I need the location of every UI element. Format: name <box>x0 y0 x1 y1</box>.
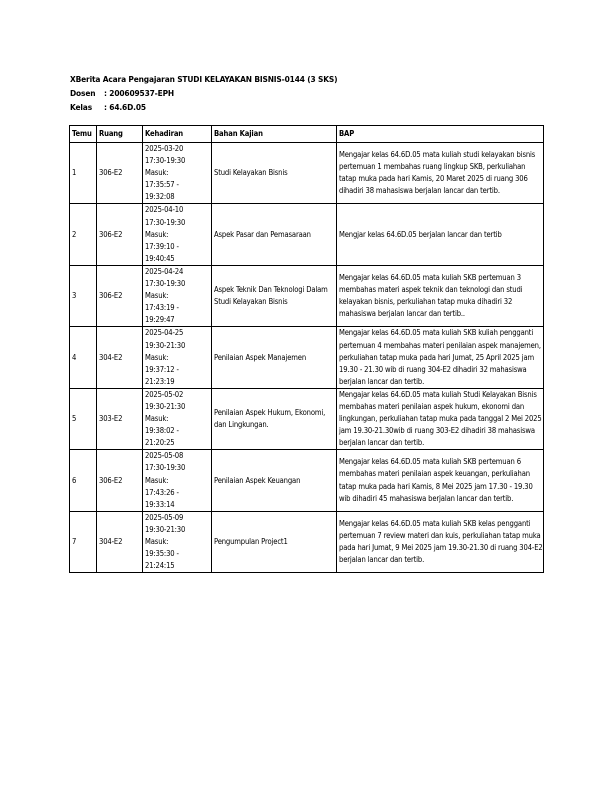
kehadiran-line: Masuk: <box>145 229 169 239</box>
kehadiran-line: 19:40:45 <box>145 253 175 263</box>
table-header-row <box>70 126 544 143</box>
bap-cell: Mengajar kelas 64.6D.05 mata kuliah studi kelayakan bisnis pertemuan 1 membahas ruang lingkup SKB, perkuliahan tatap muka pada hari Kamis, 20 Maret 2025 di ruang 306 dihadiri 38 mahasiswa berjalan lancar dan tertib. <box>337 143 544 204</box>
bahan-kajian-cell: Aspek Teknik Dan Teknologi Dalam Studi Kelayakan Bisnis <box>212 265 337 326</box>
kelas-value: : 64.6D.05 <box>104 102 146 112</box>
ruang-cell: 306-E2 <box>97 204 143 265</box>
kehadiran-cell <box>143 388 212 449</box>
temu-cell: 1 <box>70 143 97 204</box>
bap-cell: Mengjar kelas 64.6D.05 berjalan lancar dan tertib <box>337 204 544 265</box>
bap-cell: Mengajar kelas 64.6D.05 mata kuliah SKB kuliah pengganti pertemuan 4 membahas materi penilaian aspek manajemen, perkuliahan tatap muka pada hari Jumat, 25 April 2025 jam 19.30 - 21.30 wib di ruang 304-E2 dihadiri 32 mahasiswa berjalan lancar dan tertib. <box>337 327 544 388</box>
header-bahan-kajian: Bahan Kajian <box>212 126 337 143</box>
bahan-kajian-cell: Aspek Pasar dan Pemasaraan <box>212 204 337 265</box>
kehadiran-line: 19:29:47 <box>145 315 175 325</box>
kehadiran-line: 19:32:08 <box>145 192 175 202</box>
kehadiran-line: 17:43:26 - <box>145 487 179 497</box>
kehadiran-cell <box>143 265 212 326</box>
bahan-kajian-cell: Penilaian Aspek Manajemen <box>212 327 337 388</box>
table-row <box>70 450 544 511</box>
temu-cell: 5 <box>70 388 97 449</box>
table-row <box>70 327 544 388</box>
kehadiran-line: 17:30-19:30 <box>145 217 186 227</box>
kehadiran-line: Masuk: <box>145 168 169 178</box>
kehadiran-line: 2025-04-10 <box>145 205 184 215</box>
bahan-kajian-cell: Pengumpulan Project1 <box>212 511 337 572</box>
temu-cell: 6 <box>70 450 97 511</box>
kehadiran-line: 19:38:02 - <box>145 426 179 436</box>
kehadiran-line: Masuk: <box>145 475 169 485</box>
table-row <box>70 388 544 449</box>
ruang-cell: 304-E2 <box>97 327 143 388</box>
kehadiran-line: 17:30-19:30 <box>145 156 186 166</box>
kehadiran-line: 17:39:10 - <box>145 241 179 251</box>
kehadiran-line: 19:35:30 - <box>145 549 179 559</box>
kehadiran-line: 19:30-21:30 <box>145 401 186 411</box>
ruang-cell: 304-E2 <box>97 511 143 572</box>
kehadiran-line: 2025-05-02 <box>145 389 184 399</box>
document-title: XBerita Acara Pengajaran STUDI KELAYAKAN BISNIS-0144 (3 SKS) <box>70 74 338 84</box>
bahan-kajian-cell: Penilaian Aspek Hukum, Ekonomi, dan Lingkungan. <box>212 388 337 449</box>
table-row <box>70 143 544 204</box>
bap-cell: Mengajar kelas 64.6D.05 mata kuliah Studi Kelayakan Bisnis membahas materi penilaian aspek hukum, ekonomi dan lingkungan, perkuliahan tatap muka pada tanggal 2 Mei 2025 jam 19.30-21.30wib di ruang 303-E2 dihadiri 38 mahasiswa berjalan lancar dan tertib. <box>337 388 544 449</box>
table-body <box>70 143 544 573</box>
kehadiran-line: 2025-05-08 <box>145 451 184 461</box>
kehadiran-line: 19:33:14 <box>145 499 175 509</box>
kehadiran-line: 19:30-21:30 <box>145 524 186 534</box>
document-header <box>70 72 337 114</box>
table-row <box>70 204 544 265</box>
header-temu: Temu <box>70 126 97 143</box>
kehadiran-line: 17:30-19:30 <box>145 463 186 473</box>
dosen-label: Dosen <box>70 88 96 98</box>
kelas-line <box>70 100 337 114</box>
ruang-cell: 303-E2 <box>97 388 143 449</box>
kehadiran-line: Masuk: <box>145 537 169 546</box>
kehadiran-line: Masuk: <box>145 352 169 362</box>
kehadiran-line: Masuk: <box>145 291 169 301</box>
kehadiran-cell <box>143 204 212 265</box>
kehadiran-line: 17:30-19:30 <box>145 279 186 289</box>
bap-cell: Mengajar kelas 64.6D.05 mata kuliah SKB pertemuan 6 membahas materi penilaian aspek keuangan, perkuliahan tatap muka pada hari Kamis, 8 Mei 2025 jam 17.30 - 19.30 wib dihadiri 45 mahasiswa berjalan lancar dan tertib. <box>337 450 544 511</box>
header-ruang: Ruang <box>97 126 143 143</box>
temu-cell: 7 <box>70 511 97 572</box>
kehadiran-line: 2025-04-24 <box>145 266 184 276</box>
kehadiran-line: 21:24:15 <box>145 561 175 571</box>
attendance-table <box>69 125 544 573</box>
bahan-kajian-cell: Studi Kelayakan Bisnis <box>212 143 337 204</box>
kehadiran-line: 2025-03-20 <box>145 144 184 153</box>
kehadiran-line: 21:23:19 <box>145 376 175 386</box>
kehadiran-line: 21:20:25 <box>145 438 175 448</box>
temu-cell: 4 <box>70 327 97 388</box>
kehadiran-cell <box>143 143 212 204</box>
table-row <box>70 511 544 572</box>
ruang-cell: 306-E2 <box>97 265 143 326</box>
kehadiran-line: 17:43:19 - <box>145 303 179 313</box>
bap-cell: Mengajar kelas 64.6D.05 mata kuliah SKB pertemuan 3 membahas materi aspek teknik dan teknologi dan studi kelayakan bisnis, perkuliahan tatap muka dihadiri 32 mahasiswa berjalan lancar dan tertib.. <box>337 265 544 326</box>
kehadiran-line: 19:37:12 - <box>145 364 179 374</box>
dosen-value: : 200609537-EPH <box>104 88 174 98</box>
kehadiran-cell <box>143 511 212 572</box>
table-row <box>70 265 544 326</box>
kelas-label: Kelas <box>70 102 92 112</box>
kehadiran-line: 17:35:57 - <box>145 180 179 190</box>
bahan-kajian-cell: Penilaian Aspek Keuangan <box>212 450 337 511</box>
header-kehadiran: Kehadiran <box>143 126 212 143</box>
dosen-line <box>70 86 337 100</box>
kehadiran-line: 19:30-21:30 <box>145 340 186 350</box>
temu-cell: 3 <box>70 265 97 326</box>
ruang-cell: 306-E2 <box>97 143 143 204</box>
temu-cell: 2 <box>70 204 97 265</box>
kehadiran-cell <box>143 450 212 511</box>
kehadiran-line: 2025-05-09 <box>145 512 184 522</box>
ruang-cell: 306-E2 <box>97 450 143 511</box>
header-bap: BAP <box>337 126 544 143</box>
kehadiran-line: 2025-04-25 <box>145 328 184 338</box>
kehadiran-cell <box>143 327 212 388</box>
kehadiran-line: Masuk: <box>145 414 169 424</box>
bap-cell: Mengajar kelas 64.6D.05 mata kuliah SKB kelas pengganti pertemuan 7 review materi dan kuis, perkuliahan tatap muka pada hari Jumat, 9 Mei 2025 jam 19.30-21.30 di ruang 304-E2 berjalan lancar dan tertib. <box>337 511 544 572</box>
